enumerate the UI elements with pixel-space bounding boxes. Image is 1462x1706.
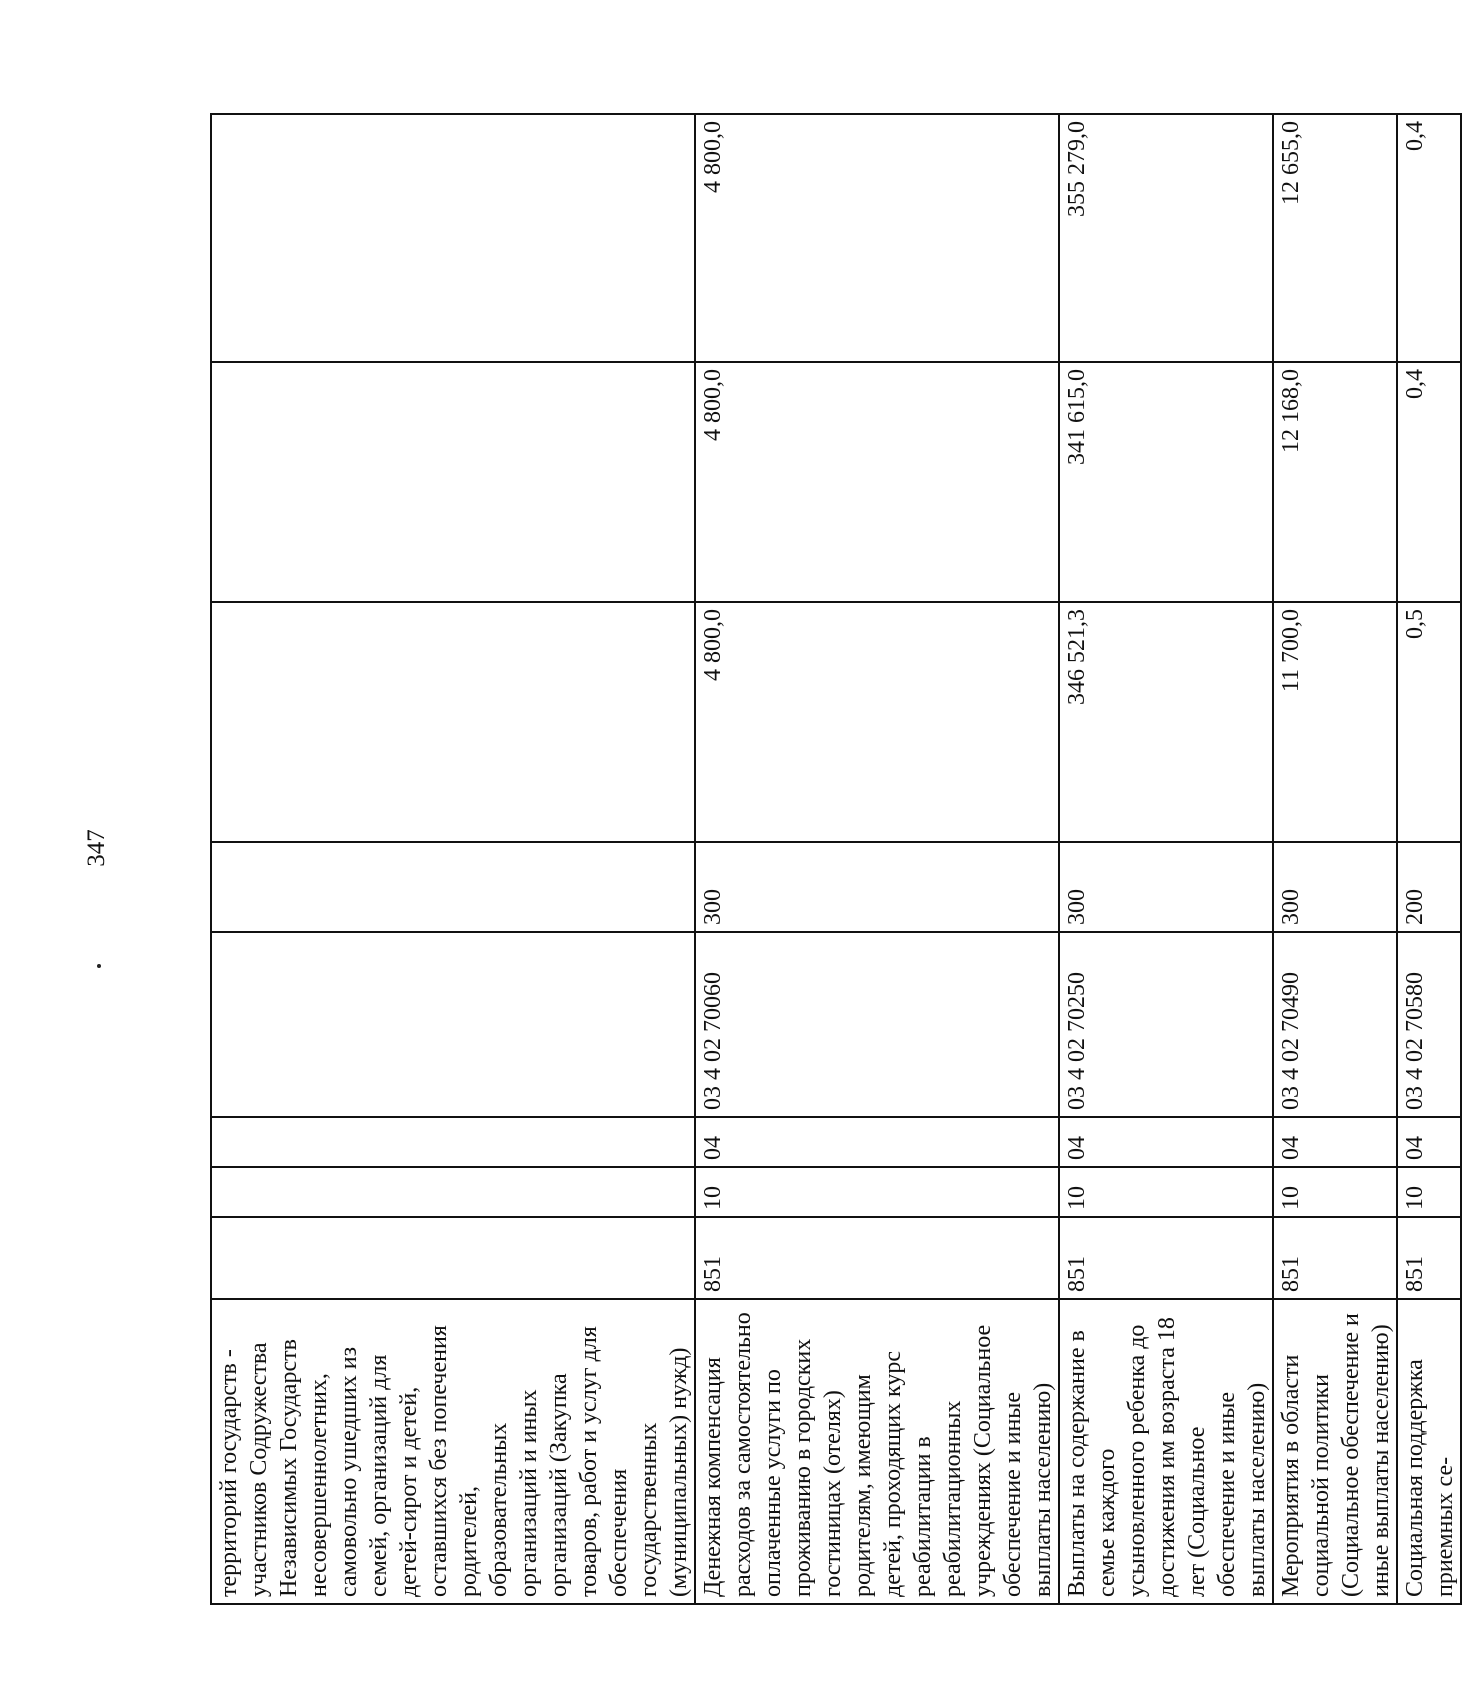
subsection-code: 04 [1273,1117,1397,1167]
amount-year-2: 341 615,0 [1059,362,1273,602]
row-description: Социальная поддержка приемных се- [1397,1299,1461,1604]
expense-type-code: 300 [695,842,1059,932]
amount-year-3: 0,4 [1397,114,1461,362]
subsection-code [211,1117,695,1167]
stray-dot [97,964,101,968]
subsection-code: 04 [1059,1117,1273,1167]
table-row [1059,114,1273,1604]
expense-type-code [211,842,695,932]
table-row [1273,114,1397,1604]
amount-year-3: 12 655,0 [1273,114,1397,362]
target-article-code: 03 4 02 70060 [695,932,1059,1117]
expense-type-code: 300 [1273,842,1397,932]
row-description: Денежная компенсация расходов за самостоятельно оплаченные услуги по проживанию в городских гостиницах (отелях) родителям, имеющим детей, проходящих курс реабилитации в реабилитационных учреждениях (Социальное обеспечение и иные выплаты населению) [695,1299,1059,1604]
subsection-code: 04 [695,1117,1059,1167]
amount-year-3: 355 279,0 [1059,114,1273,362]
budget-table [210,113,1462,1605]
amount-year-2: 12 168,0 [1273,362,1397,602]
amount-year-3: 4 800,0 [695,114,1059,362]
section-code: 10 [1273,1167,1397,1217]
table-row [1397,114,1461,1604]
expense-type-code: 300 [1059,842,1273,932]
row-description: Мероприятия в области социальной политики (Социальное обеспечение и иные выплаты населению) [1273,1299,1397,1604]
section-code: 10 [695,1167,1059,1217]
page-number: 347 [83,829,110,867]
section-code: 10 [1397,1167,1461,1217]
amount-year-2: 4 800,0 [695,362,1059,602]
row-description: Выплаты на содержание в семье каждого усыновленного ребенка до достижения им возраста 18 лет (Социальное обеспечение и иные выплаты населению) [1059,1299,1273,1604]
ministry-code: 851 [695,1217,1059,1299]
amount-year-1: 11 700,0 [1273,602,1397,842]
target-article-code: 03 4 02 70580 [1397,932,1461,1117]
ministry-code: 851 [1397,1217,1461,1299]
row-description: территорий государств - участников Содружества Независимых Государств несовершеннолетних, самовольно ушедших из семей, организаций для детей-сирот и детей, оставшихся без попечения родителей, образовательных организаций и иных организаций (Закупка товаров, работ и услуг для обеспечения государственных (муниципальных) нужд) [211,1299,695,1604]
ministry-code: 851 [1273,1217,1397,1299]
ministry-code [211,1217,695,1299]
table-row [695,114,1059,1604]
amount-year-1: 0,5 [1397,602,1461,842]
subsection-code: 04 [1397,1117,1461,1167]
table-row [211,114,695,1604]
amount-year-1: 346 521,3 [1059,602,1273,842]
ministry-code: 851 [1059,1217,1273,1299]
section-code [211,1167,695,1217]
budget-table-rotated [210,115,1458,1605]
amount-year-1: 4 800,0 [695,602,1059,842]
amount-year-2 [211,362,695,602]
amount-year-1 [211,602,695,842]
target-article-code: 03 4 02 70490 [1273,932,1397,1117]
expense-type-code: 200 [1397,842,1461,932]
amount-year-2: 0,4 [1397,362,1461,602]
target-article-code [211,932,695,1117]
target-article-code: 03 4 02 70250 [1059,932,1273,1117]
section-code: 10 [1059,1167,1273,1217]
amount-year-3 [211,114,695,362]
